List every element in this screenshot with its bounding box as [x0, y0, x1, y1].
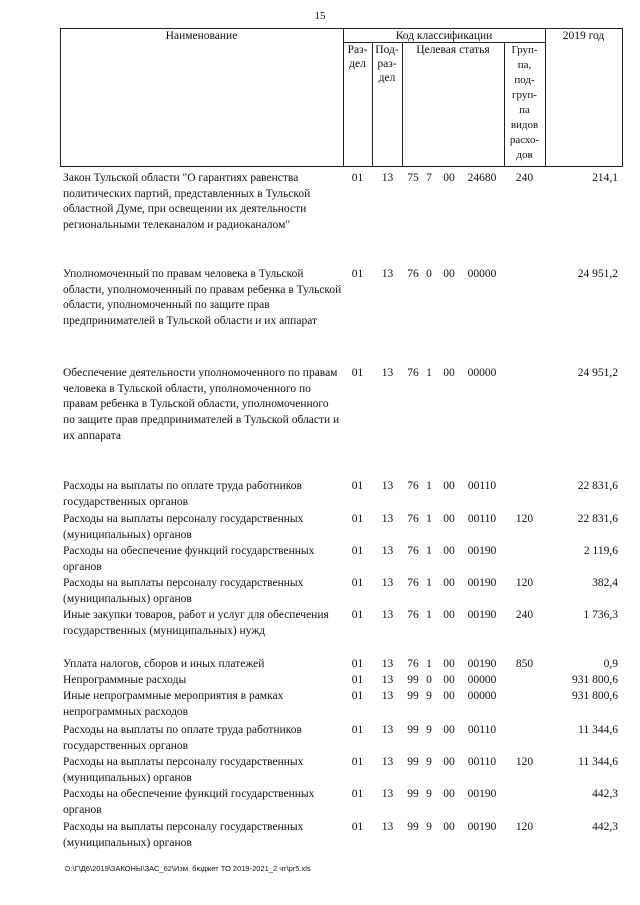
row-program: 76	[407, 658, 419, 670]
row-name: Расходы на обеспечение функций государственных органов	[63, 788, 315, 816]
row-amount: 2 119,6	[583, 545, 618, 557]
row-direction: 00000	[467, 268, 497, 280]
row-activity: 00	[443, 367, 455, 379]
row-activity: 00	[443, 788, 455, 800]
row-name: Расходы на выплаты персоналу государственных (муниципальных) органов	[63, 577, 304, 605]
row-activity: 00	[443, 545, 455, 557]
row-amount: 24 951,2	[577, 268, 618, 280]
row-name: Расходы на обеспечение функций государственных органов	[63, 545, 315, 573]
row-subsection: 13	[381, 788, 394, 800]
row-subsection: 13	[381, 545, 394, 557]
row-amount: 442,3	[592, 788, 618, 800]
row-subsection: 13	[381, 674, 394, 686]
row-activity: 00	[443, 513, 455, 525]
row-activity: 00	[443, 609, 455, 621]
row-amount: 11 344,6	[578, 724, 618, 736]
row-name: Непрограммные расходы	[63, 674, 187, 686]
row-name: Иные закупки товаров, работ и услуг для обеспечения государственных (муниципальных) нужд	[63, 609, 329, 637]
row-group: 240	[515, 172, 534, 184]
row-section: 01	[351, 724, 364, 736]
row-subsection: 13	[381, 172, 394, 184]
row-subprogram: 9	[426, 690, 432, 702]
row-activity: 00	[443, 756, 455, 768]
row-subprogram: 1	[426, 367, 432, 379]
row-program: 99	[407, 821, 419, 833]
row-section: 01	[351, 172, 364, 184]
row-amount: 0,9	[603, 658, 618, 670]
row-amount: 24 951,2	[577, 367, 618, 379]
row-activity: 00	[443, 268, 455, 280]
row-subprogram: 1	[426, 658, 432, 670]
row-amount: 931 800,6	[572, 690, 618, 702]
row-program: 76	[407, 545, 419, 557]
row-direction: 00190	[467, 788, 497, 800]
row-activity: 00	[443, 658, 455, 670]
row-direction: 24680	[467, 172, 497, 184]
row-direction: 00190	[467, 658, 497, 670]
header-target: Целевая статья	[416, 44, 490, 56]
row-direction: 00110	[467, 513, 497, 525]
row-activity: 00	[443, 172, 455, 184]
row-direction: 00190	[467, 609, 497, 621]
row-subprogram: 7	[426, 172, 432, 184]
row-activity: 00	[443, 690, 455, 702]
row-subsection: 13	[381, 821, 394, 833]
row-name: Уполномоченный по правам человека в Тульской области, уполномоченный по правам ребенка в Тульской области, уполномоченный по защите прав предпринимателей в Тульской области и их аппарат	[63, 268, 342, 328]
row-subprogram: 1	[426, 609, 432, 621]
row-program: 75	[407, 172, 419, 184]
row-amount: 931 800,6	[572, 674, 618, 686]
file-path-footer: D:\Г\Д6\2019\ЗАКОНЫ\ЗАС_62\Изм. бюджет ТО 2019-2021_2 чт\pr5.xls	[65, 864, 311, 873]
row-amount: 382,4	[592, 577, 618, 589]
row-group: 120	[515, 756, 534, 768]
row-subsection: 13	[381, 513, 394, 525]
row-program: 76	[407, 609, 419, 621]
row-direction: 00110	[467, 480, 497, 492]
row-subprogram: 9	[426, 724, 432, 736]
header-group: Груп- па, под- груп- па видов расхо- дов	[509, 44, 540, 161]
row-activity: 00	[443, 480, 455, 492]
row-name: Расходы на выплаты персоналу государственных (муниципальных) органов	[63, 821, 304, 849]
row-subprogram: 0	[426, 674, 432, 686]
row-amount: 214,1	[592, 172, 618, 184]
header-name: Наименование	[165, 30, 238, 42]
row-group: 240	[515, 609, 534, 621]
row-subprogram: 1	[426, 577, 432, 589]
row-subsection: 13	[381, 577, 394, 589]
row-section: 01	[351, 674, 364, 686]
row-activity: 00	[443, 821, 455, 833]
row-name: Иные непрограммные мероприятия в рамках непрограммных расходов	[63, 690, 284, 718]
row-program: 76	[407, 513, 419, 525]
row-program: 99	[407, 674, 419, 686]
row-section: 01	[351, 480, 364, 492]
row-section: 01	[351, 268, 364, 280]
row-name: Расходы на выплаты персоналу государственных (муниципальных) органов	[63, 756, 304, 784]
row-name: Обеспечение деятельности уполномоченного по правам человека в Тульской области, уполномоченного по правам ребенка в Тульской области, уполномоченного по защите прав предпринимателей в Тульской области и их аппарата	[63, 367, 340, 442]
row-section: 01	[351, 821, 364, 833]
header-section: Раз- дел	[347, 44, 368, 70]
row-direction: 00110	[467, 756, 497, 768]
row-subprogram: 9	[426, 788, 432, 800]
row-program: 76	[407, 367, 419, 379]
row-name: Расходы на выплаты персоналу государственных (муниципальных) органов	[63, 513, 304, 541]
header-code: Код классификации	[395, 30, 493, 42]
row-subsection: 13	[381, 268, 394, 280]
row-amount: 1 736,3	[583, 609, 618, 621]
row-subprogram: 0	[426, 268, 432, 280]
row-section: 01	[351, 545, 364, 557]
row-section: 01	[351, 756, 364, 768]
row-subsection: 13	[381, 367, 394, 379]
row-subprogram: 9	[426, 756, 432, 768]
row-activity: 00	[443, 724, 455, 736]
row-section: 01	[351, 788, 364, 800]
row-program: 99	[407, 756, 419, 768]
row-program: 99	[407, 690, 419, 702]
row-section: 01	[351, 609, 364, 621]
row-name: Закон Тульской области "О гарантиях равенства политических партий, представленных в Тульской областной Думе, при освещении их деятельности региональными телеканалом и радиоканалом"	[63, 172, 311, 232]
row-subsection: 13	[381, 609, 394, 621]
row-subprogram: 1	[426, 480, 432, 492]
row-group: 120	[515, 821, 534, 833]
row-subsection: 13	[381, 690, 394, 702]
row-activity: 00	[443, 577, 455, 589]
row-program: 99	[407, 788, 419, 800]
row-direction: 00190	[467, 545, 497, 557]
row-subsection: 13	[381, 658, 394, 670]
row-direction: 00000	[467, 367, 497, 379]
row-section: 01	[351, 577, 364, 589]
row-group: 120	[515, 513, 534, 525]
row-subsection: 13	[381, 756, 394, 768]
row-section: 01	[351, 658, 364, 670]
row-direction: 00190	[467, 577, 497, 589]
header-subsection: Под- раз- дел	[375, 44, 399, 84]
row-subprogram: 1	[426, 513, 432, 525]
row-direction: 00110	[467, 724, 497, 736]
row-group: 120	[515, 577, 534, 589]
row-direction: 00190	[467, 821, 497, 833]
header-year: 2019 год	[562, 30, 605, 42]
row-name: Расходы на выплаты по оплате труда работников государственных органов	[63, 480, 302, 508]
row-group: 850	[515, 658, 534, 670]
row-section: 01	[351, 513, 364, 525]
row-subsection: 13	[381, 724, 394, 736]
row-program: 99	[407, 724, 419, 736]
row-name: Уплата налогов, сборов и иных платежей	[63, 658, 265, 670]
row-amount: 442,3	[592, 821, 618, 833]
row-amount: 11 344,6	[578, 756, 618, 768]
page-number: 15	[314, 10, 326, 22]
row-program: 76	[407, 577, 419, 589]
row-name: Расходы на выплаты по оплате труда работников государственных органов	[63, 724, 302, 752]
row-program: 76	[407, 480, 419, 492]
row-section: 01	[351, 690, 364, 702]
row-subsection: 13	[381, 480, 394, 492]
row-amount: 22 831,6	[577, 513, 618, 525]
row-subprogram: 9	[426, 821, 432, 833]
row-subprogram: 1	[426, 545, 432, 557]
row-section: 01	[351, 367, 364, 379]
row-program: 76	[407, 268, 419, 280]
row-direction: 00000	[467, 674, 497, 686]
row-amount: 22 831,6	[577, 480, 618, 492]
row-direction: 00000	[467, 690, 497, 702]
row-activity: 00	[443, 674, 455, 686]
